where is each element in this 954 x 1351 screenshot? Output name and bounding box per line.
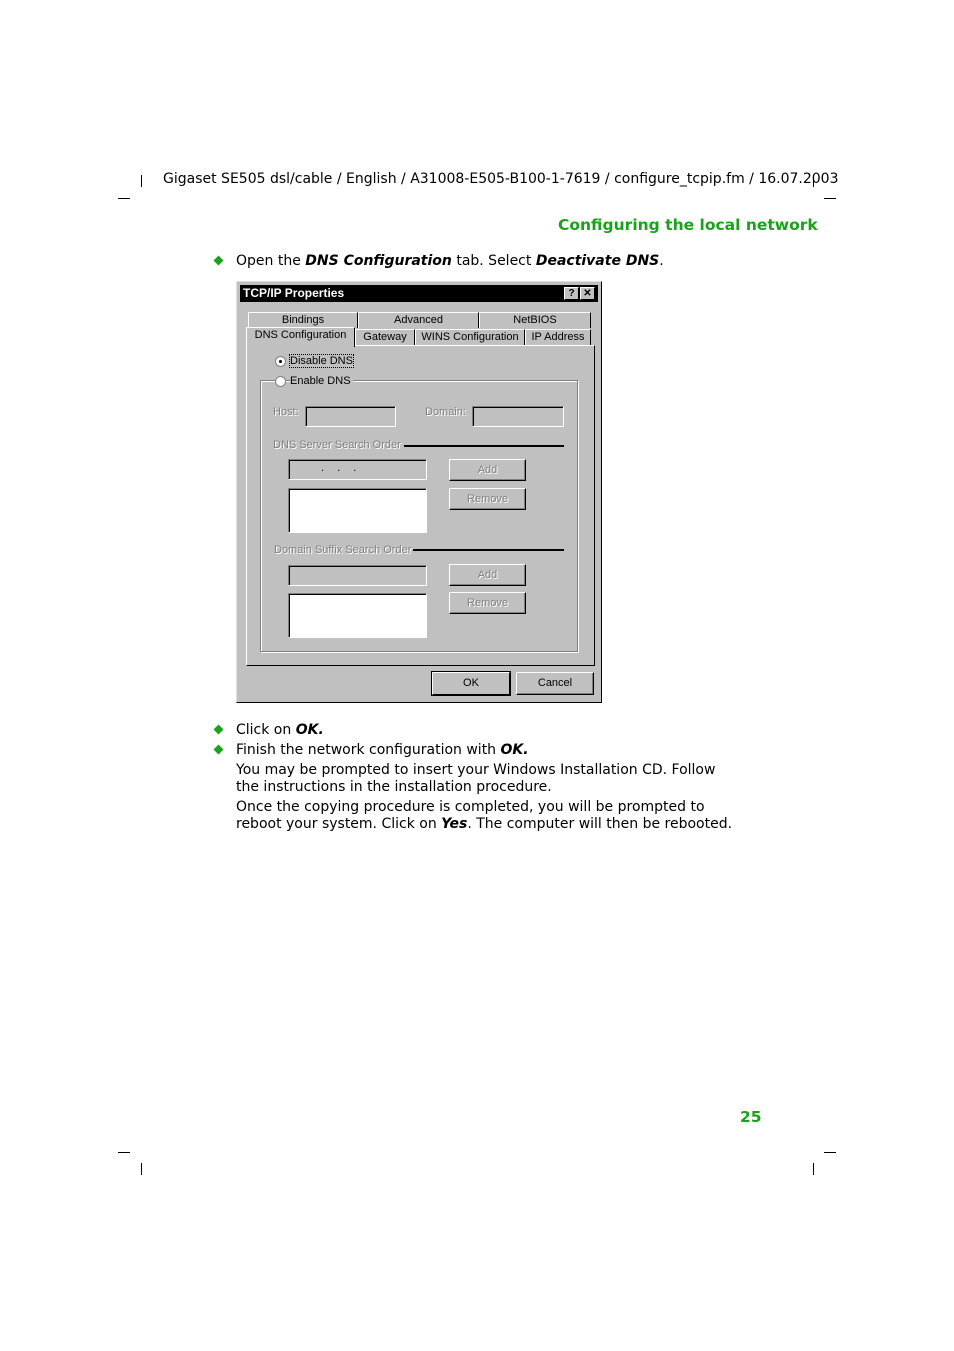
- divider: [413, 549, 564, 551]
- ip-dot-separators: . . .: [321, 462, 362, 474]
- tab-netbios[interactable]: NetBIOS: [479, 312, 591, 328]
- tab-dns-configuration[interactable]: DNS Configuration: [246, 327, 355, 347]
- help-button[interactable]: ?: [564, 287, 579, 300]
- crop-mark: [824, 198, 836, 199]
- bullet-diamond-icon: [214, 725, 224, 735]
- crop-mark: [118, 198, 130, 199]
- tab-advanced[interactable]: Advanced: [358, 312, 479, 328]
- dns-server-order-label: DNS Server Search Order: [273, 439, 401, 451]
- divider: [404, 445, 564, 447]
- crop-mark: [824, 1152, 836, 1153]
- dialog-title: TCP/IP Properties: [243, 286, 345, 300]
- tab-wins-configuration[interactable]: WINS Configuration: [415, 329, 525, 345]
- bullet-diamond-icon: [214, 256, 224, 266]
- host-label: Host:: [273, 406, 299, 418]
- step-click-ok: Click on OK.: [236, 722, 324, 738]
- tab-bindings[interactable]: Bindings: [248, 312, 358, 328]
- section-title: Configuring the local network: [558, 216, 818, 234]
- disable-dns-radio[interactable]: [275, 356, 286, 367]
- cancel-button[interactable]: Cancel: [516, 672, 594, 695]
- domain-suffix-input[interactable]: [288, 565, 427, 586]
- page-number: 25: [740, 1108, 762, 1126]
- reboot-note: Once the copying procedure is completed, you will be prompted to reboot your system. Click on Yes. The computer will then be rebooted.: [236, 799, 733, 832]
- domain-suffix-list[interactable]: [288, 593, 427, 638]
- disable-dns-label: Disable DNS: [290, 355, 353, 367]
- enable-dns-radio[interactable]: [275, 376, 286, 387]
- close-button[interactable]: ✕: [580, 287, 595, 300]
- crop-mark: [141, 1163, 142, 1175]
- domain-suffix-order-label: Domain Suffix Search Order: [274, 544, 412, 556]
- crop-mark: [118, 1152, 130, 1153]
- suffix-add-button[interactable]: Add: [449, 564, 526, 586]
- tab-ip-address[interactable]: IP Address: [525, 329, 591, 345]
- host-input[interactable]: [305, 406, 396, 427]
- crop-mark: [141, 175, 142, 187]
- suffix-remove-button[interactable]: Remove: [449, 592, 526, 614]
- running-header: Gigaset SE505 dsl/cable / English / A31008-E505-B100-1-7619 / configure_tcpip.fm / 16.07.2003: [163, 171, 839, 187]
- dns-add-button[interactable]: Add: [449, 459, 526, 481]
- bullet-diamond-icon: [214, 745, 224, 755]
- enable-dns-label: Enable DNS: [290, 375, 351, 387]
- step-finish-configuration: Finish the network configuration with OK.: [236, 742, 529, 758]
- crop-mark: [813, 1163, 814, 1175]
- dns-remove-button[interactable]: Remove: [449, 488, 526, 510]
- dns-server-list[interactable]: [288, 488, 427, 533]
- tab-gateway[interactable]: Gateway: [355, 329, 415, 345]
- step-open-dns-tab: Open the DNS Configuration tab. Select Deactivate DNS.: [236, 253, 664, 269]
- dialog-titlebar: [240, 285, 598, 302]
- installation-cd-note: You may be prompted to insert your Windows Installation CD. Follow the instructions in the installation procedure.: [236, 762, 716, 795]
- domain-label: Domain:: [425, 406, 466, 418]
- tcpip-properties-dialog: [236, 281, 602, 703]
- domain-input[interactable]: [472, 406, 564, 427]
- ok-button[interactable]: OK: [432, 672, 510, 695]
